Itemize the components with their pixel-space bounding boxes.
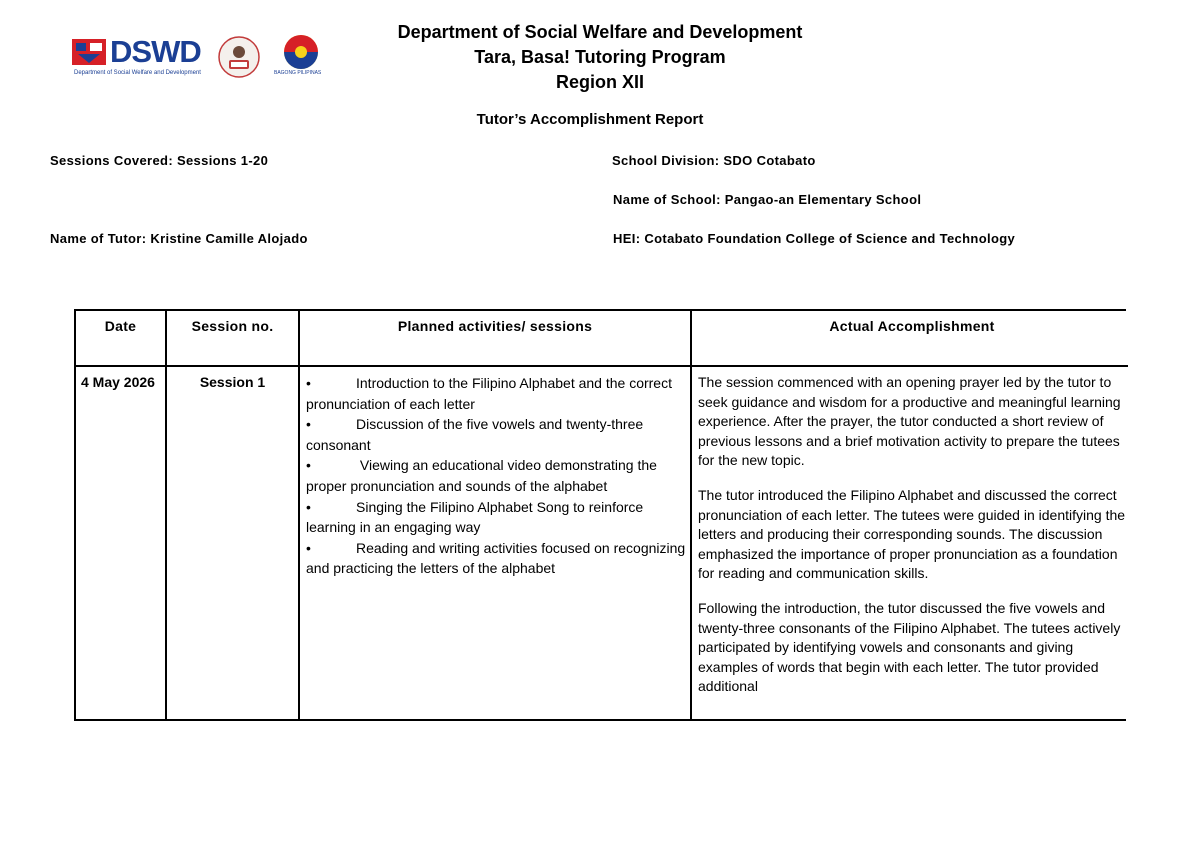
region-title: Region XII xyxy=(555,72,644,92)
column-header-date: Date xyxy=(104,318,137,334)
planned-activity-item xyxy=(306,373,686,414)
planned-activity-item xyxy=(306,414,686,455)
actual-accomplishment-cell xyxy=(698,373,1128,717)
row-date: 4 May 2026 xyxy=(81,374,155,390)
accomplishment-table xyxy=(74,309,1126,721)
program-title: Tara, Basa! Tutoring Program xyxy=(474,47,726,67)
column-divider xyxy=(298,311,300,719)
row-session: Session 1 xyxy=(199,374,266,390)
planned-activity-text: Reading and writing activities focused on recognizing and practicing the letters of the alphabet xyxy=(306,539,686,577)
accomplishment-paragraph: Following the introduction, the tutor discussed the five vowels and twenty-three consonants of the Filipino Alphabet. The tutees actively participated by identifying vowels and consonants and giving examples of words that begin with each letter. The tutor provided additional xyxy=(698,599,1121,695)
bullet-icon: • xyxy=(306,498,311,515)
column-divider xyxy=(690,311,692,719)
planned-activity-item xyxy=(306,455,686,496)
school-name: Name of School: Pangao-an Elementary School xyxy=(613,192,922,207)
hei-name: HEI: Cotabato Foundation College of Science and Technology xyxy=(613,231,1016,246)
planned-activity-item xyxy=(306,497,686,538)
column-header-actual: Actual Accomplishment xyxy=(829,318,995,334)
planned-activities-list xyxy=(306,373,686,579)
school-division: School Division: SDO Cotabato xyxy=(612,153,816,168)
planned-activity-text: Viewing an educational video demonstrating the proper pronunciation and sounds of the alphabet xyxy=(306,457,657,494)
accomplishment-paragraph: The session commenced with an opening prayer led by the tutor to seek guidance and wisdom for a productive and meaningful learning experience. After the prayer, the tutor conducted a short review of previous lessons and a brief motivation activity to prepare the tutees for the new topic. xyxy=(698,374,1121,469)
column-divider xyxy=(165,311,167,719)
tutor-name: Name of Tutor: Kristine Camille Alojado xyxy=(50,231,308,246)
sessions-covered: Sessions Covered: Sessions 1-20 xyxy=(50,153,269,168)
accomplishment-paragraph: The tutor introduced the Filipino Alphabet and discussed the correct pronunciation of each letter. The tutees were guided in identifying the letters and producing their corresponding sounds. The discussion emphasized the importance of proper pronunciation as a foundation for reading and communication skills. xyxy=(698,486,1126,582)
dswd-logo-subtext: Department of Social Welfare and Development xyxy=(74,70,201,76)
bullet-icon: • xyxy=(306,457,311,474)
planned-activity-text: Introduction to the Filipino Alphabet and the correct pronunciation of each letter xyxy=(306,375,672,412)
planned-activity-item xyxy=(306,538,686,579)
agency-title: Department of Social Welfare and Development xyxy=(397,22,803,42)
bullet-icon: • xyxy=(306,539,311,556)
planned-activity-text: Singing the Filipino Alphabet Song to reinforce learning in an engaging way xyxy=(306,498,644,536)
bullet-icon: • xyxy=(306,375,311,391)
dswd-logo-text: DSWD xyxy=(110,34,201,69)
planned-activity-text: Discussion of the five vowels and twenty-three consonant xyxy=(306,416,644,453)
column-header-planned: Planned activities/ sessions xyxy=(397,318,593,334)
column-header-session: Session no. xyxy=(191,318,274,334)
bagong-pilipinas-subtext: BAGONG PILIPINAS xyxy=(274,70,322,76)
report-title: Tutor’s Accomplishment Report xyxy=(476,111,704,128)
bullet-icon: • xyxy=(306,416,311,433)
